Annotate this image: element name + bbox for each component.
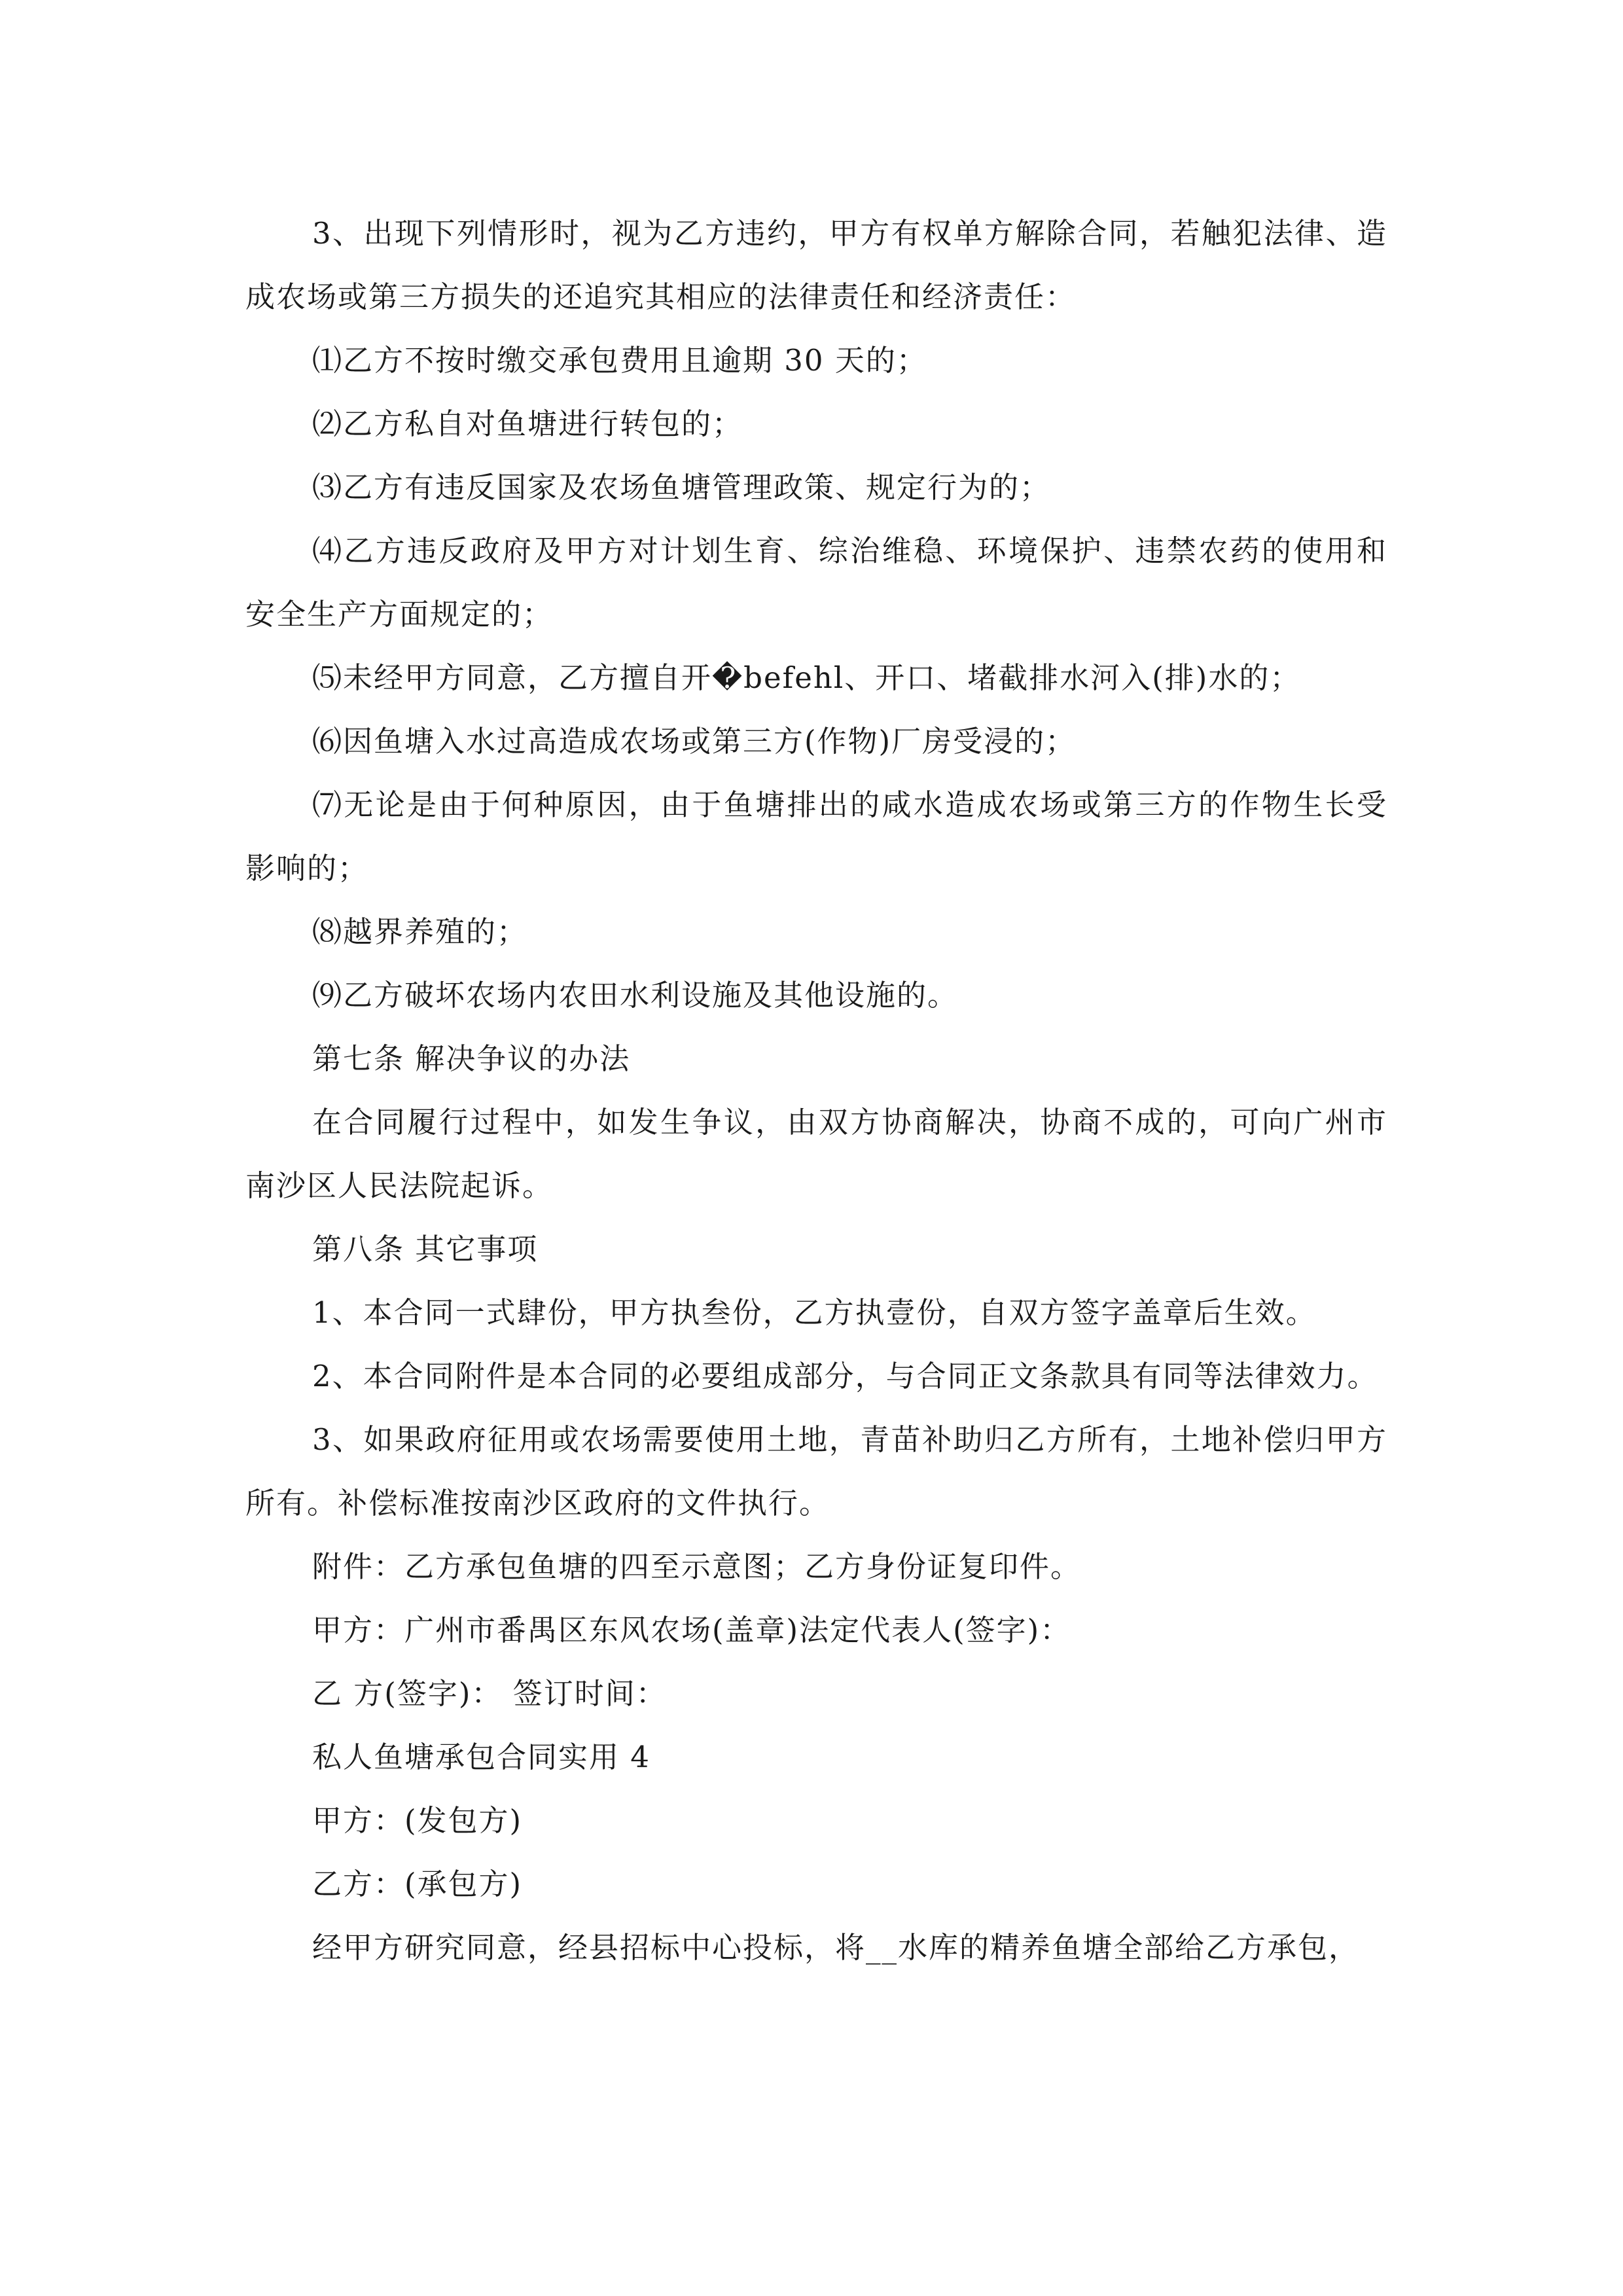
paragraph-attachments: 附件：乙方承包鱼塘的四至示意图；乙方身份证复印件。 bbox=[312, 1549, 1082, 1584]
paragraph-item-8: ⑻越界养殖的； bbox=[312, 914, 528, 949]
section-heading-article-8: 第八条 其它事项 bbox=[312, 1232, 539, 1266]
paragraph-item-4: ⑷乙方违反政府及甲方对计划生育、综治维稳、环境保护、违禁农药的使用和安全生产方面规定的； bbox=[245, 533, 1387, 632]
paragraph-item-6: ⑹因鱼塘入水过高造成农场或第三方(作物)厂房受浸的； bbox=[312, 724, 1077, 759]
party-a-signature-line: 甲方：广州市番禺区东风农场(盖章)法定代表人(签字)： bbox=[312, 1613, 1071, 1647]
document-body bbox=[245, 202, 1387, 1979]
paragraph-item-7: ⑺无论是由于何种原因，由于鱼塘排出的咸水造成农场或第三方的作物生长受影响的； bbox=[245, 787, 1387, 886]
paragraph-item-3: ⑶乙方有违反国家及农场鱼塘管理政策、规定行为的； bbox=[312, 470, 1051, 505]
section-heading-article-7: 第七条 解决争议的办法 bbox=[312, 1041, 631, 1076]
paragraph-other-3: 3、如果政府征用或农场需要使用土地，青苗补助归乙方所有，土地补偿归甲方所有。补偿标准按南沙区政府的文件执行。 bbox=[245, 1422, 1387, 1520]
paragraph-other-2: 2、本合同附件是本合同的必要组成部分，与合同正文条款具有同等法律效力。 bbox=[312, 1359, 1378, 1393]
contract-title: 私人鱼塘承包合同实用 4 bbox=[312, 1740, 651, 1774]
paragraph-item-9: ⑼乙方破坏农场内农田水利设施及其他设施的。 bbox=[312, 978, 959, 1013]
party-b-label: 乙方：(承包方) bbox=[312, 1867, 523, 1901]
paragraph-contract-opening: 经甲方研究同意，经县招标中心投标，将__水库的精养鱼塘全部给乙方承包， bbox=[312, 1930, 1360, 1965]
paragraph-item-2: ⑵乙方私自对鱼塘进行转包的； bbox=[312, 406, 743, 441]
paragraph-dispute-resolution: 在合同履行过程中，如发生争议，由双方协商解决，协商不成的，可向广州市南沙区人民法院起诉。 bbox=[245, 1105, 1387, 1203]
paragraph-breach-intro: 3、出现下列情形时，视为乙方违约，甲方有权单方解除合同，若触犯法律、造成农场或第三方损失的还追究其相应的法律责任和经济责任： bbox=[245, 216, 1387, 314]
paragraph-item-1: ⑴乙方不按时缴交承包费用且逾期 30 天的； bbox=[312, 343, 927, 378]
party-a-label: 甲方：(发包方) bbox=[312, 1803, 523, 1838]
paragraph-other-1: 1、本合同一式肆份，甲方执叁份，乙方执壹份，自双方签字盖章后生效。 bbox=[312, 1295, 1317, 1330]
paragraph-item-5: ⑸未经甲方同意，乙方擅自开�befehl、开口、堵截排水河入(排)水的； bbox=[312, 660, 1301, 695]
party-b-signature-line: 乙 方(签字)： 签订时间： bbox=[312, 1676, 667, 1711]
